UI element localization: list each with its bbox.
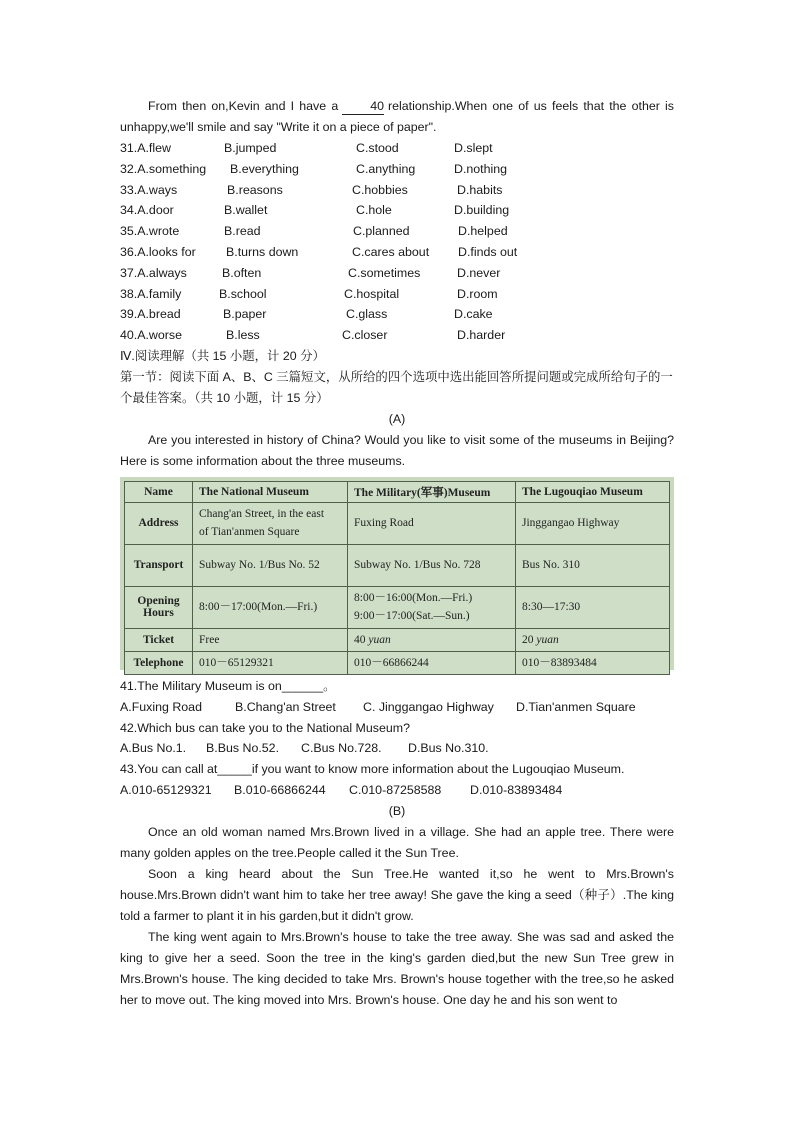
currency-unit: yuan	[536, 633, 559, 646]
national-address-line2: of Tian'anmen Square	[199, 526, 300, 539]
row-label-telephone: Telephone	[125, 651, 193, 674]
section-instructions: 第一节：阅读下面 A、B、C 三篇短文，从所给的四个选项中选出能回答所提问题或完成所给句子的一个最佳答案。（共 10 小题，计 15 分）	[120, 369, 673, 405]
intro-after-blank: relationship.When one of us feels that the other is unhappy,we'll smile and say "Write it on a piece of paper".	[120, 99, 674, 134]
option-c: C.hospital	[344, 286, 400, 301]
lugouqiao-transport: Bus No. 310	[516, 544, 670, 586]
option-a: 32.A.something	[120, 161, 207, 176]
option-c: C.hole	[356, 203, 392, 218]
row-label-transport: Transport	[125, 544, 193, 586]
section-heading: Ⅳ.阅读理解（共 15 小题，计 20 分）	[120, 348, 325, 363]
currency-unit: yuan	[368, 633, 391, 646]
option-d: D.helped	[458, 224, 508, 239]
option-a: A.Fuxing Road	[120, 699, 202, 714]
row-label-opening-hours	[125, 586, 193, 628]
option-b: B.read	[224, 224, 261, 239]
passage-a-intro: Are you interested in history of China? Would you like to visit some of the museums in Beijing?Here is some information about the three museums.	[120, 432, 674, 468]
option-b: B.school	[219, 286, 267, 301]
row-label-opening: Opening	[137, 595, 180, 608]
table-row-ticket	[125, 628, 670, 651]
option-d: D.finds out	[458, 244, 518, 259]
row-label-hours: Hours	[143, 607, 174, 620]
option-c: C.stood	[356, 141, 399, 155]
museum-table-frame	[120, 477, 674, 670]
header-national-museum: The National Museum	[193, 481, 348, 502]
question-stem: 43.You can call at_____if you want to know more information about the Lugouqiao Museum.	[120, 762, 625, 777]
lugouqiao-ticket-price: 20	[522, 633, 534, 646]
table-row-transport	[125, 544, 670, 586]
lugouqiao-ticket	[516, 628, 670, 651]
table-header-row	[125, 481, 670, 502]
option-c: C.cares about	[352, 244, 430, 259]
option-row-35	[120, 221, 674, 242]
cloze-ending-paragraph	[120, 96, 674, 138]
lugouqiao-address: Jinggangao Highway	[516, 502, 670, 544]
option-d: D.never	[457, 265, 501, 280]
option-d: D.building	[454, 203, 510, 218]
option-b: B.Chang'an Street	[235, 699, 336, 714]
row-label-ticket: Ticket	[125, 628, 193, 651]
option-row-31	[120, 138, 674, 159]
military-hours-weekday: 8:00－16:00(Mon.—Fri.)	[354, 592, 473, 605]
option-b: B.Bus No.52.	[206, 741, 280, 756]
passage-b-label: (B)	[388, 803, 406, 818]
passage-b-paragraph-3: The king went again to Mrs.Brown's house to take the tree away. She was sad and asked the king to give her a seed. Soon the tree in the king's garden died,but the new Sun Tree grew in Mrs.Brown's house. The king decided to take Mrs. Brown's house together with the tree,so he asked her to move out. The king moved into Mrs. Brown's house. One day he and his son went to	[120, 929, 674, 1007]
national-address	[193, 502, 348, 544]
option-row-33	[120, 180, 674, 201]
option-a: 34.A.door	[120, 203, 174, 218]
question-stem: 42.Which bus can take you to the National Museum?	[120, 720, 410, 735]
option-row-34	[120, 200, 674, 221]
option-b: B.jumped	[224, 141, 277, 155]
question-43	[120, 759, 674, 801]
table-row-address	[125, 502, 670, 544]
option-c: C.010-87258588	[349, 782, 442, 797]
national-transport: Subway No. 1/Bus No. 52	[193, 544, 348, 586]
option-a: A.010-65129321	[120, 782, 212, 797]
question-42	[120, 718, 674, 760]
intro-before-blank: From then on,Kevin and I have a	[148, 99, 339, 113]
option-b: B.010-66866244	[234, 782, 326, 797]
option-a: 39.A.bread	[120, 307, 181, 322]
question-stem: 41.The Military Museum is on______。	[120, 678, 336, 693]
table-row-telephone	[125, 651, 670, 674]
answer-options	[120, 697, 674, 718]
option-c: C. Jinggangao Highway	[363, 699, 494, 714]
answer-options	[120, 780, 674, 801]
option-d: D.Bus No.310.	[408, 741, 489, 756]
question-41	[120, 676, 674, 718]
option-a: 31.A.flew	[120, 141, 171, 155]
option-b: B.often	[222, 265, 262, 280]
header-military-museum: The Military(军事)Museum	[348, 481, 516, 502]
option-b: B.less	[226, 328, 260, 343]
lugouqiao-telephone: 010－83893484	[516, 651, 670, 674]
option-d: D.nothing	[454, 161, 508, 176]
passage-a-label: (A)	[388, 411, 406, 426]
option-b: B.paper	[223, 307, 267, 322]
military-ticket-price: 40	[354, 633, 366, 646]
option-row-39	[120, 304, 674, 325]
option-row-37	[120, 263, 674, 284]
option-c: C.planned	[353, 224, 410, 239]
military-telephone: 010－66866244	[348, 651, 516, 674]
option-b: B.turns down	[226, 244, 299, 259]
option-d: D.slept	[454, 141, 493, 155]
option-a: 37.A.always	[120, 265, 187, 280]
option-b: B.everything	[230, 161, 299, 176]
option-row-38	[120, 284, 674, 305]
answer-options	[120, 738, 674, 759]
option-row-36	[120, 242, 674, 263]
military-transport: Subway No. 1/Bus No. 728	[348, 544, 516, 586]
military-ticket	[348, 628, 516, 651]
military-hours-weekend: 9:00－17:00(Sat.—Sun.)	[354, 610, 470, 623]
option-c: C.closer	[342, 328, 388, 343]
passage-b-paragraph-2: Soon a king heard about the Sun Tree.He wanted it,so he went to Mrs.Brown's house.Mrs.Brown didn't want him to take her tree away! She gave the king a seed（种子）.The king told a farmer to plant it in his garden,but it didn't grow.	[120, 866, 674, 923]
option-d: D.harder	[457, 328, 506, 343]
option-c: C.anything	[356, 161, 416, 176]
lugouqiao-hours: 8:30—17:30	[516, 586, 670, 628]
option-c: C.Bus No.728.	[301, 741, 382, 756]
option-d: D.room	[457, 286, 498, 301]
national-address-line1: Chang'an Street, in the east	[199, 508, 325, 521]
military-address: Fuxing Road	[348, 502, 516, 544]
museum-table	[124, 481, 670, 675]
table-row-opening-hours	[125, 586, 670, 628]
row-label-address: Address	[125, 502, 193, 544]
answer-blank-40: 40	[342, 99, 384, 115]
option-c: C.glass	[346, 307, 388, 322]
header-lugouqiao-museum: The Lugouqiao Museum	[516, 481, 670, 502]
passage-b-paragraph-1: Once an old woman named Mrs.Brown lived in a village. She had an apple tree. There were many golden apples on the tree.People called it the Sun Tree.	[120, 824, 674, 860]
option-a: 40.A.worse	[120, 328, 182, 343]
option-row-32	[120, 159, 674, 180]
option-a: 35.A.wrote	[120, 224, 180, 239]
option-b: B.reasons	[227, 182, 283, 197]
option-c: C.hobbies	[352, 182, 408, 197]
national-ticket: Free	[193, 628, 348, 651]
option-a: 33.A.ways	[120, 182, 178, 197]
option-row-40	[120, 325, 674, 346]
option-a: A.Bus No.1.	[120, 741, 187, 756]
national-hours: 8:00－17:00(Mon.—Fri.)	[193, 586, 348, 628]
option-c: C.sometimes	[348, 265, 421, 280]
military-hours	[348, 586, 516, 628]
option-a: 36.A.looks for	[120, 244, 196, 259]
header-name: Name	[125, 481, 193, 502]
exam-page	[120, 96, 674, 1011]
option-d: D.010-83893484	[470, 782, 563, 797]
option-d: D.cake	[454, 307, 493, 322]
option-a: 38.A.family	[120, 286, 182, 301]
cloze-options	[120, 138, 674, 346]
option-d: D.Tian'anmen Square	[516, 699, 636, 714]
option-d: D.habits	[457, 182, 503, 197]
national-telephone: 010－65129321	[193, 651, 348, 674]
option-b: B.wallet	[224, 203, 268, 218]
